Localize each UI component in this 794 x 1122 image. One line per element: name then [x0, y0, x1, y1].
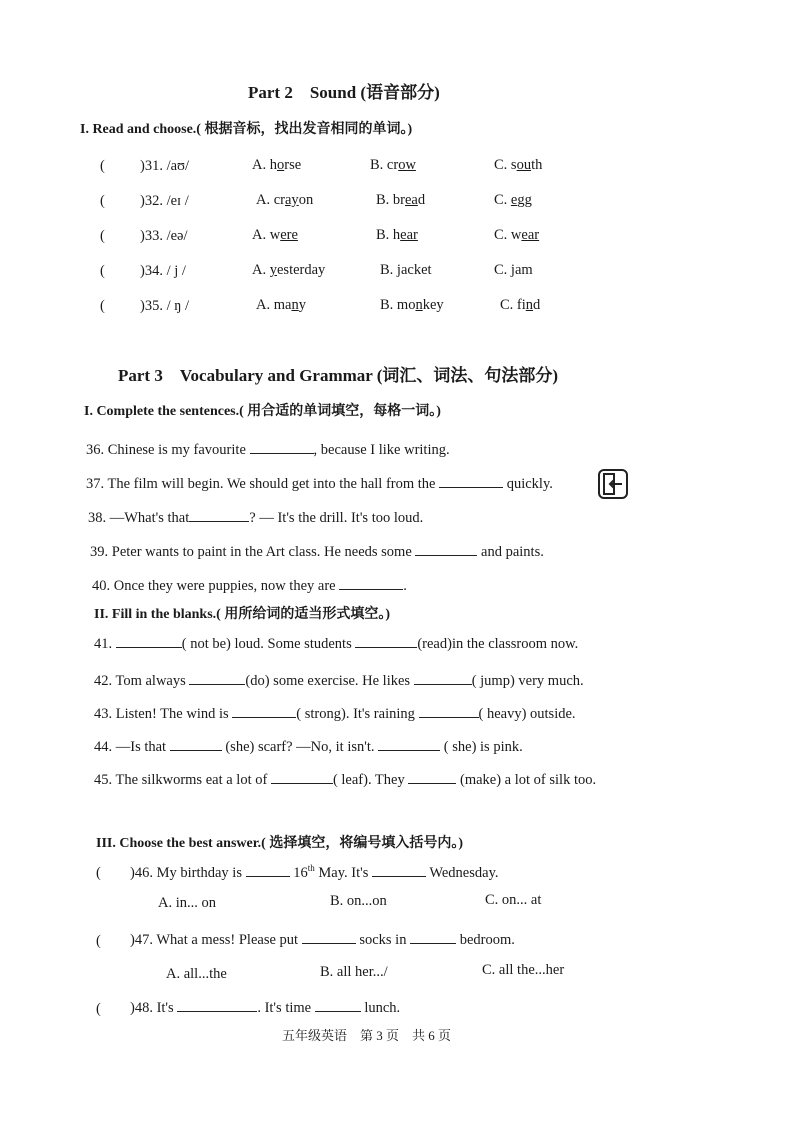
question-36: 36. Chinese is my favourite , because I like writing.	[86, 442, 450, 458]
question-number: )31. /aʊ/	[140, 158, 190, 174]
option-b[interactable]: B. bread	[376, 192, 426, 208]
part3-section3-heading: III. Choose the best answer.( 选择填空，将编号填入括号内。)	[96, 836, 463, 851]
question-48: )48. It's . It's time lunch.	[130, 1000, 401, 1016]
answer-blank[interactable]	[439, 475, 503, 488]
option-c[interactable]: C. jam	[494, 262, 533, 278]
answer-blank[interactable]	[302, 931, 356, 944]
part3-section1-heading: I. Complete the sentences.( 用合适的单词填空，每格一词。)	[84, 404, 441, 419]
question-47-option-b[interactable]: B. all her.../	[320, 964, 388, 980]
answer-blank[interactable]	[177, 999, 257, 1012]
option-a[interactable]: A. horse	[252, 157, 302, 173]
question-46-paren[interactable]: (	[96, 865, 101, 881]
question-41: 41. ( not be) loud. Some students (read)in the classroom now.	[94, 636, 579, 652]
question-47: )47. What a mess! Please put socks in bedroom.	[130, 932, 515, 948]
page-footer: 五年级英语 第 3 页 共 6 页	[282, 1028, 452, 1043]
answer-blank[interactable]	[419, 705, 479, 718]
question-47-option-c[interactable]: C. all the...her	[482, 962, 565, 978]
option-c[interactable]: C. south	[494, 157, 543, 173]
answer-blank[interactable]	[315, 999, 361, 1012]
option-a[interactable]: A. were	[252, 227, 298, 243]
answer-blank[interactable]	[408, 771, 456, 784]
answer-blank[interactable]	[246, 864, 290, 877]
question-number: )32. /eɪ /	[140, 193, 189, 209]
question-37: 37. The film will begin. We should get into the hall from the quickly.	[86, 476, 553, 492]
question-40: 40. Once they were puppies, now they are .	[92, 578, 407, 594]
question-47-option-a[interactable]: A. all...the	[166, 966, 227, 982]
answer-blank[interactable]	[189, 509, 249, 522]
question-39: 39. Peter wants to paint in the Art class. He needs some and paints.	[90, 544, 544, 560]
part3-title: Part 3 Vocabulary and Grammar (词汇、词法、句法部分)	[118, 366, 559, 385]
question-number: )34. / j /	[140, 263, 186, 279]
option-c[interactable]: C. egg	[494, 192, 532, 208]
question-48-paren[interactable]: (	[96, 1001, 101, 1017]
answer-paren[interactable]: (	[100, 263, 105, 279]
option-b[interactable]: B. monkey	[380, 297, 444, 313]
part3-section2-heading: II. Fill in the blanks.( 用所给词的适当形式填空。)	[94, 607, 390, 622]
option-a[interactable]: A. many	[256, 297, 306, 313]
answer-blank[interactable]	[414, 672, 472, 685]
question-number: )33. /eə/	[140, 228, 188, 244]
question-number: )35. / ŋ /	[140, 298, 190, 314]
answer-blank[interactable]	[355, 635, 417, 648]
answer-paren[interactable]: (	[100, 193, 105, 209]
option-c[interactable]: C. find	[500, 297, 541, 313]
answer-blank[interactable]	[378, 738, 440, 751]
option-b[interactable]: B. crow	[370, 157, 416, 173]
option-a[interactable]: A. crayon	[256, 192, 314, 208]
question-38: 38. —What's that ? — It's the drill. It's too loud.	[88, 510, 424, 526]
question-43: 43. Listen! The wind is ( strong). It's raining ( heavy) outside.	[94, 706, 576, 722]
exit-door-icon	[598, 469, 628, 499]
answer-blank[interactable]	[271, 771, 333, 784]
answer-blank[interactable]	[116, 635, 182, 648]
answer-blank[interactable]	[339, 577, 403, 590]
answer-blank[interactable]	[232, 705, 296, 718]
question-46: )46. My birthday is 16th May. It's Wednesday.	[130, 863, 499, 881]
question-46-option-b[interactable]: B. on...on	[330, 893, 387, 909]
question-45: 45. The silkworms eat a lot of ( leaf). They (make) a lot of silk too.	[94, 772, 597, 788]
answer-blank[interactable]	[372, 864, 426, 877]
option-a[interactable]: A. yesterday	[252, 262, 326, 278]
question-46-option-c[interactable]: C. on... at	[485, 892, 542, 908]
question-46-option-a[interactable]: A. in... on	[158, 895, 216, 911]
answer-blank[interactable]	[170, 738, 222, 751]
part2-section1-heading: I. Read and choose.( 根据音标，找出发音相同的单词。)	[80, 122, 413, 137]
part2-title: Part 2 Sound (语音部分)	[248, 83, 440, 102]
answer-blank[interactable]	[189, 672, 245, 685]
answer-paren[interactable]: (	[100, 298, 105, 314]
answer-paren[interactable]: (	[100, 228, 105, 244]
question-47-paren[interactable]: (	[96, 933, 101, 949]
answer-paren[interactable]: (	[100, 158, 105, 174]
option-c[interactable]: C. wear	[494, 227, 540, 243]
answer-blank[interactable]	[410, 931, 456, 944]
question-42: 42. Tom always (do) some exercise. He likes ( jump) very much.	[94, 673, 584, 689]
answer-blank[interactable]	[415, 543, 477, 556]
option-b[interactable]: B. hear	[376, 227, 418, 243]
option-b[interactable]: B. jacket	[380, 262, 432, 278]
question-44: 44. —Is that (she) scarf? —No, it isn't. ( she) is pink.	[94, 739, 523, 755]
answer-blank[interactable]	[250, 441, 314, 454]
